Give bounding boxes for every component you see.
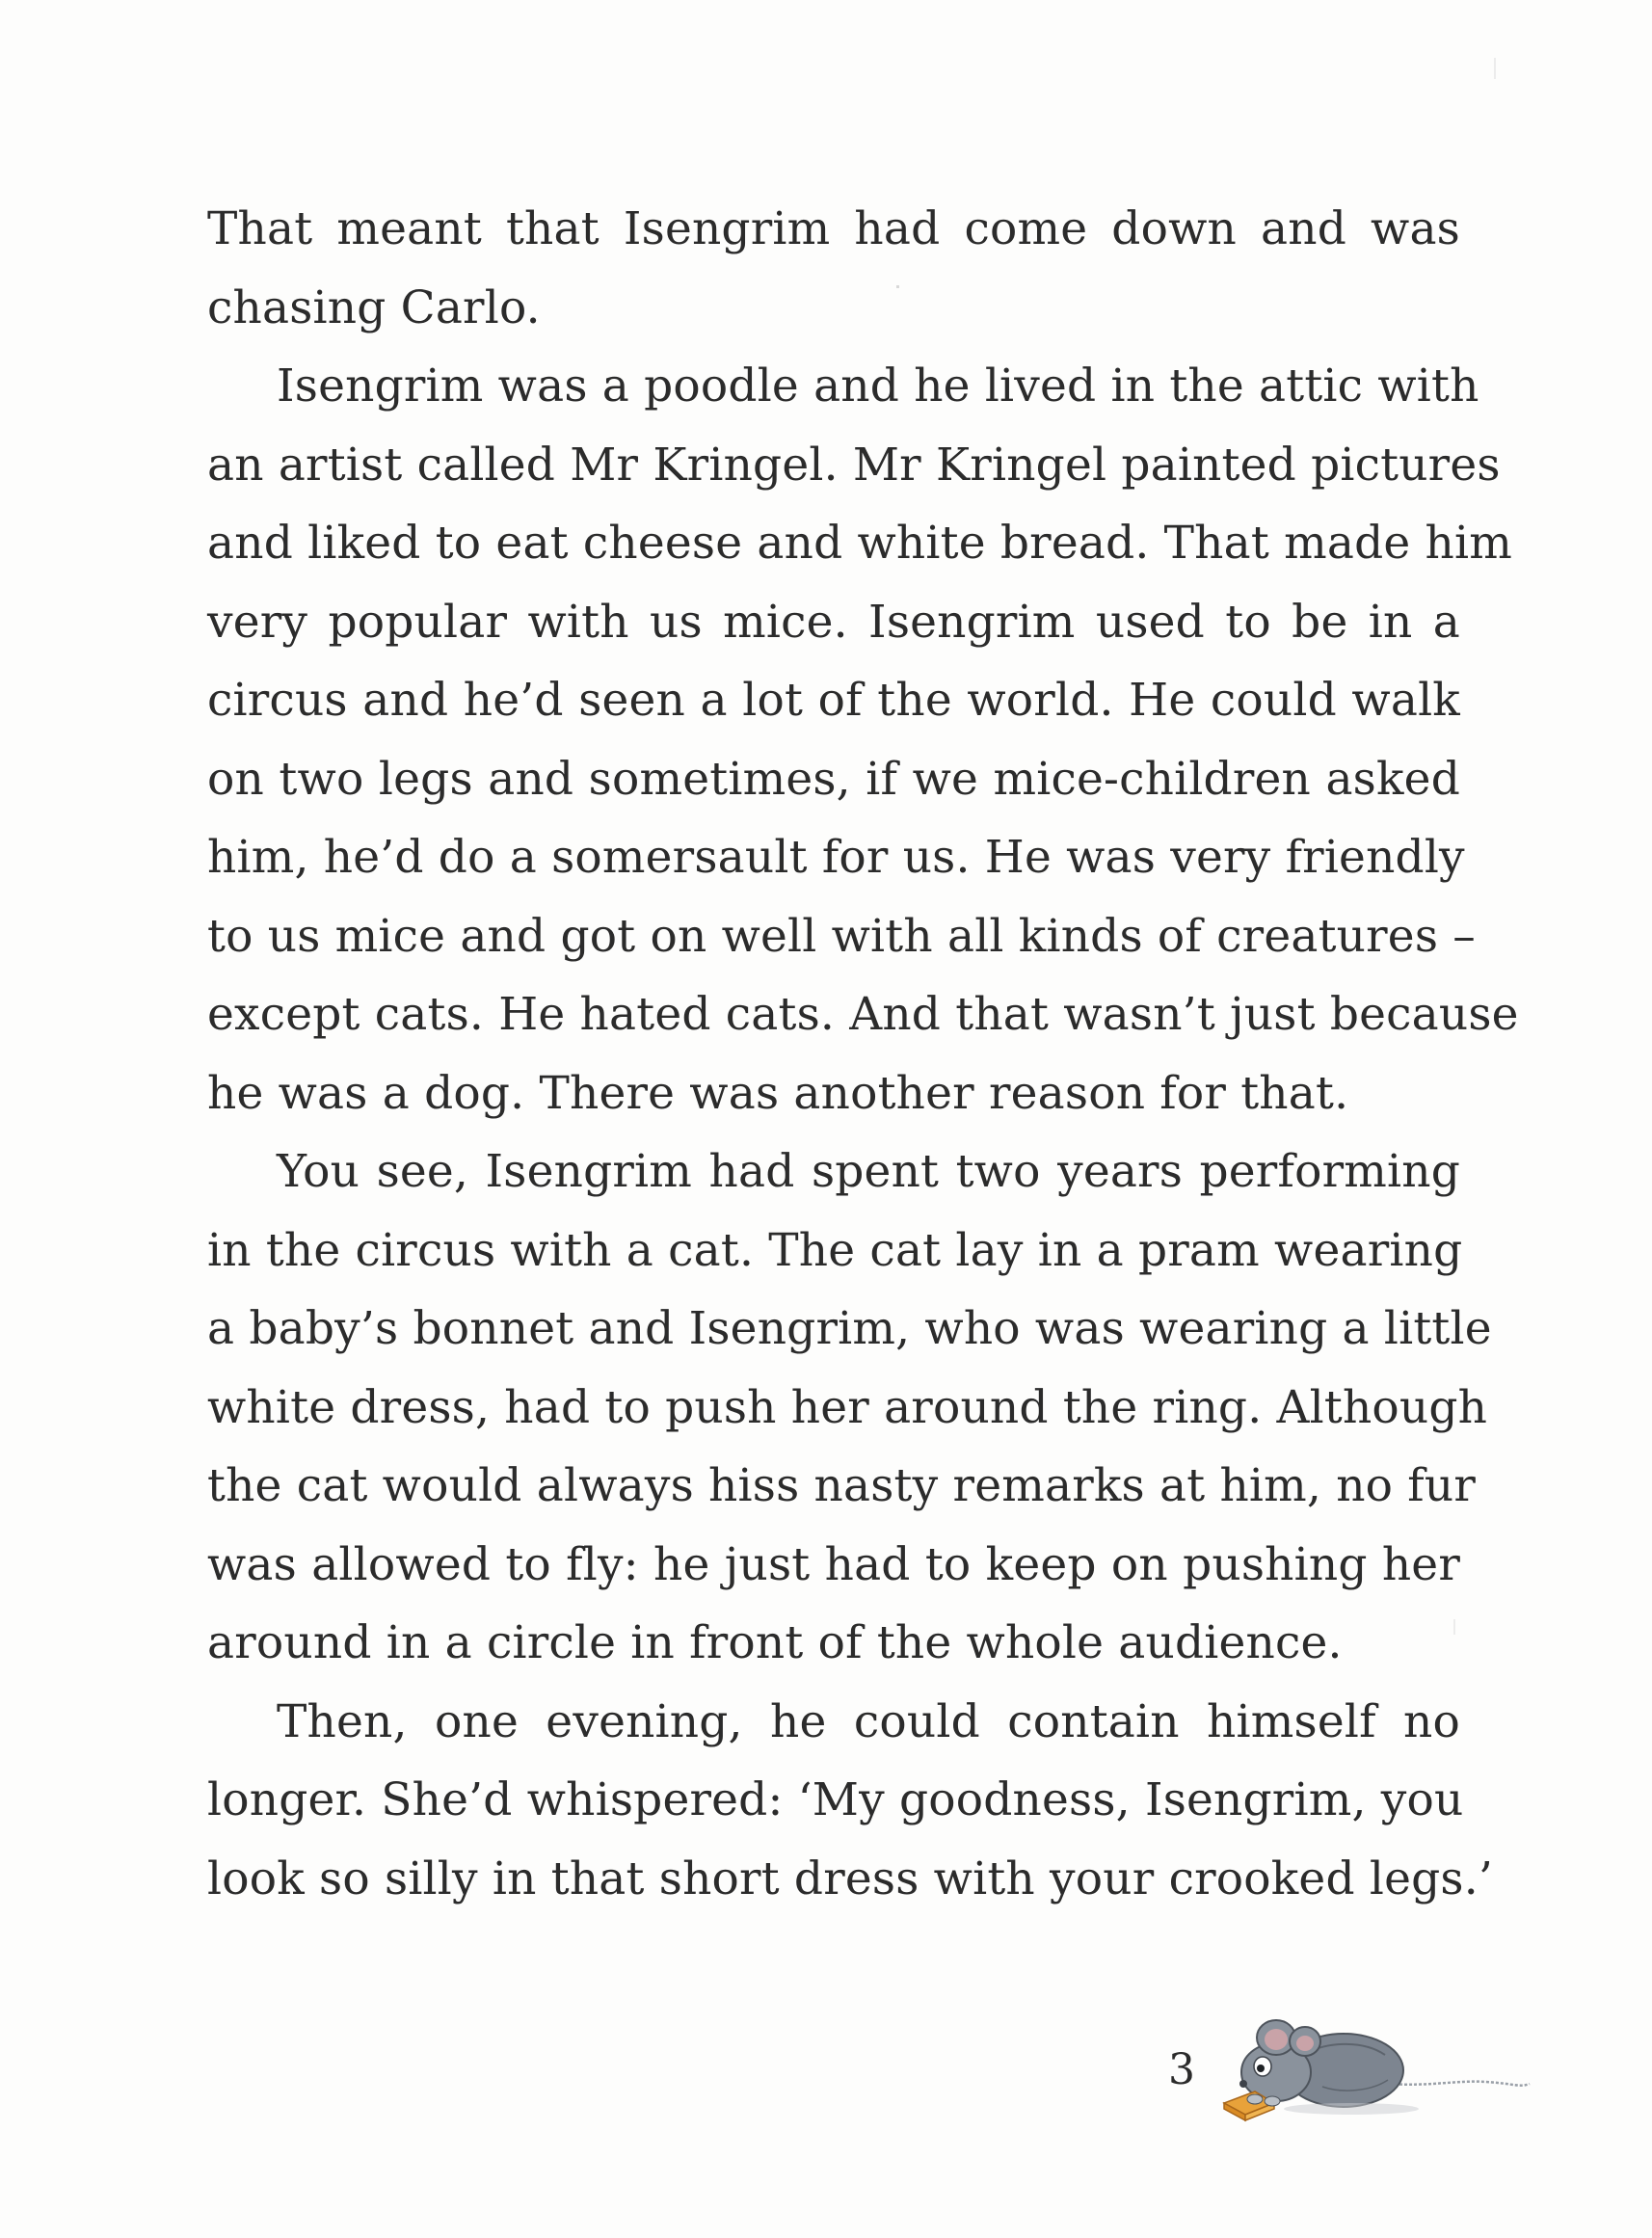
paper-speck (1494, 58, 1496, 79)
text-line: and liked to eat cheese and white bread. That made him (207, 517, 1512, 570)
text-line: very popular with us mice. Isengrim used to be in a (207, 595, 1460, 649)
text-line: That meant that Isengrim had come down and was (207, 202, 1460, 255)
text-line: a baby’s bonnet and Isengrim, who was wearing a little (207, 1302, 1492, 1355)
paragraph (207, 1683, 1494, 1919)
text-line: around in a circle in front of the whole audience. (207, 1616, 1343, 1669)
mouse-eating-cheese-icon (1216, 1995, 1534, 2130)
paper-speck (1453, 1619, 1455, 1635)
page-number: 3 (1168, 2045, 1195, 2094)
paragraph (207, 1132, 1492, 1683)
text-line: the cat would always hiss nasty remarks at him, no fur (207, 1459, 1477, 1512)
text-line: Isengrim was a poodle and he lived in the attic with (277, 360, 1479, 413)
text-line: he was a dog. There was another reason for that. (207, 1066, 1349, 1120)
text-line: an artist called Mr Kringel. Mr Kringel painted pictures (207, 438, 1501, 492)
text-line: to us mice and got on well with all kinds of creatures – (207, 909, 1476, 963)
text-line: chasing Carlo. (207, 280, 541, 334)
paragraph (207, 347, 1519, 1132)
text-line: on two legs and sometimes, if we mice-children asked (207, 752, 1460, 806)
paper-speck (896, 285, 899, 288)
text-line: him, he’d do a somersault for us. He was very friendly (207, 831, 1465, 884)
text-line: in the circus with a cat. The cat lay in a pram wearing (207, 1223, 1463, 1277)
text-line: You see, Isengrim had spent two years performing (277, 1145, 1460, 1198)
text-line: look so silly in that short dress with your crooked legs.’ (207, 1852, 1494, 1905)
text-line: white dress, had to push her around the ring. Although (207, 1380, 1488, 1434)
text-line: longer. She’d whispered: ‘My goodness, Isengrim, you (207, 1773, 1464, 1826)
text-line: except cats. He hated cats. And that wasn’t just because (207, 988, 1519, 1041)
body-text (207, 190, 1519, 1918)
text-line: circus and he’d seen a lot of the world. He could walk (207, 674, 1460, 727)
paragraph (207, 190, 1460, 347)
text-line: was allowed to fly: he just had to keep on pushing her (207, 1537, 1460, 1591)
text-line: Then, one evening, he could contain himself no (277, 1694, 1460, 1748)
